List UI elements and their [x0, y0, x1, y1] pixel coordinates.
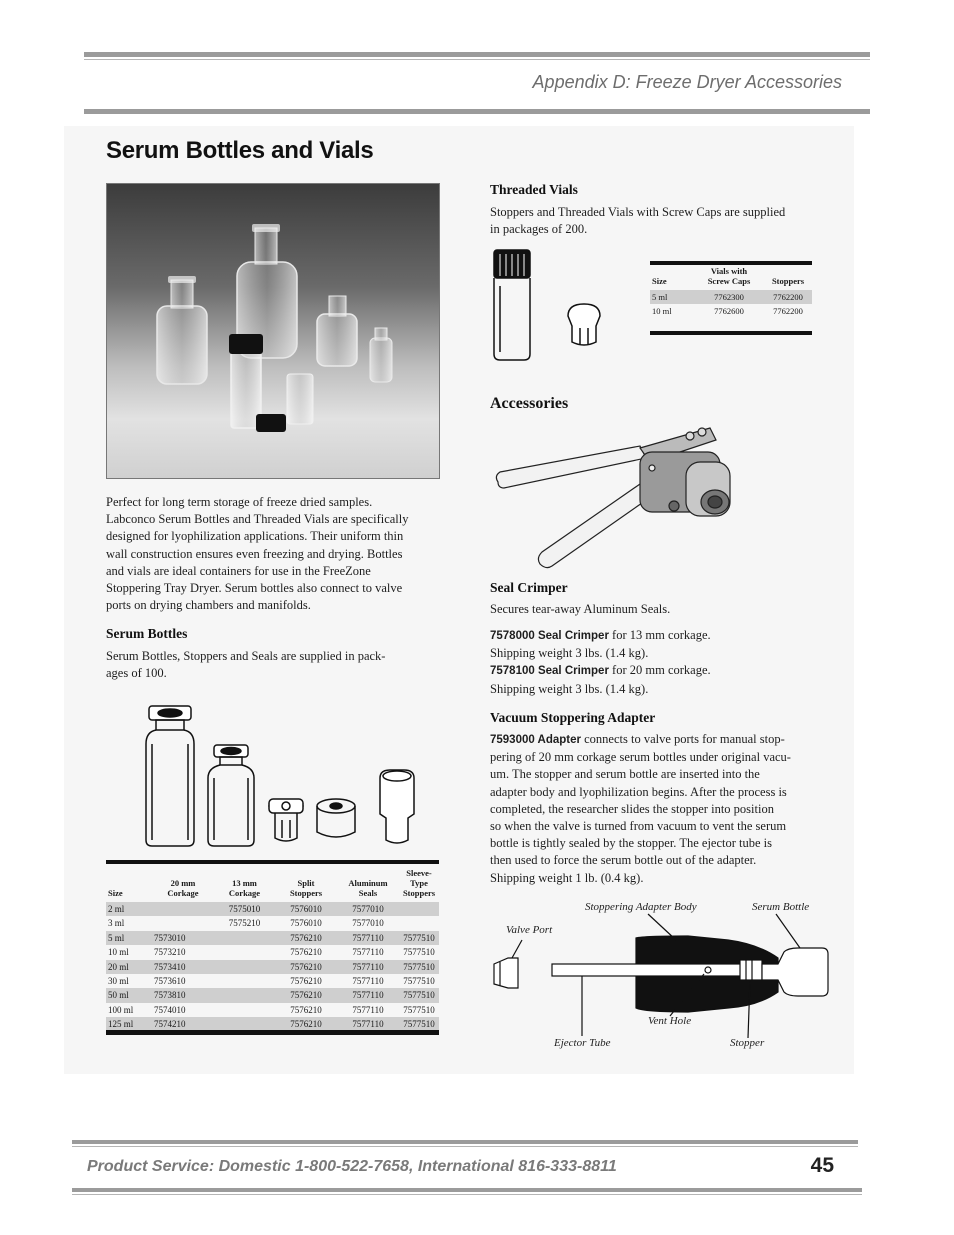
table-cell: 7577510 — [403, 976, 435, 987]
table-cell — [214, 974, 275, 988]
table-cell: 7575010 — [214, 902, 275, 916]
table-cell: 7577510 — [403, 1004, 435, 1015]
section-header: Appendix D: Freeze Dryer Accessories — [532, 72, 842, 92]
table-cell — [152, 916, 214, 930]
table-row — [106, 1003, 439, 1017]
serum-bottles-heading: Serum Bottles — [106, 626, 188, 641]
table-cell — [399, 916, 439, 930]
adapter-diagram — [488, 896, 838, 1066]
table-cell — [399, 902, 439, 916]
serum-table-rule-bottom — [106, 1030, 439, 1035]
threaded-vial-illustration — [488, 246, 608, 366]
table-cell: 30 ml — [108, 976, 129, 987]
table-row — [106, 902, 439, 916]
col-header: Split Stoppers — [289, 878, 323, 898]
seal-crimper-heading: Seal Crimper — [490, 580, 568, 595]
table-cell: 5 ml — [650, 290, 694, 304]
table-cell: 7577110 — [337, 988, 399, 1002]
threaded-vials-heading: Threaded Vials — [490, 182, 578, 197]
table-cell: 7577510 — [399, 960, 439, 974]
vial-table-rule-bottom — [650, 331, 812, 335]
table-cell: 7577510 — [403, 947, 435, 958]
table-cell — [214, 931, 275, 945]
page-title: Serum Bottles and Vials — [106, 137, 374, 164]
table-cell — [214, 1003, 275, 1017]
intro-line: Stoppering Tray Dryer. Serum bottles also connect to valve — [106, 581, 403, 596]
label-vent-hole: Vent Hole — [648, 1015, 692, 1027]
table-cell: 7577510 — [399, 931, 439, 945]
intro-line: Perfect for long term storage of freeze dried samples. — [106, 495, 373, 509]
table-row — [106, 945, 439, 959]
table-cell: 7577010 — [352, 918, 384, 929]
table-cell: 7577510 — [399, 988, 439, 1002]
serum-bottles-illustration — [140, 700, 430, 850]
table-cell: 7577110 — [337, 931, 399, 945]
table-cell: 7573010 — [152, 931, 214, 945]
table-cell: 7577110 — [337, 1017, 399, 1031]
table-cell: 2 ml — [106, 902, 152, 916]
table-cell: 7577510 — [399, 1017, 439, 1031]
product-code: 7593000 Adapter — [490, 734, 581, 746]
table-cell: 3 ml — [108, 918, 125, 929]
table-cell: 7577110 — [337, 960, 399, 974]
product-text: connects to valve ports for manual stop- — [581, 732, 785, 746]
table-cell: 7577010 — [337, 902, 399, 916]
col-header: 13 mm Corkage — [228, 878, 261, 898]
vacuum-adapter-heading: Vacuum Stoppering Adapter — [490, 710, 656, 725]
footer-rule-top-thin — [72, 1146, 858, 1147]
footer-rule-bottom — [72, 1188, 862, 1192]
adapter-line: completed, the researcher slides the stopper into position — [490, 801, 774, 816]
adapter-line: then used to force the serum bottle out of the adapter. — [490, 853, 757, 868]
table-cell: 7576210 — [290, 976, 322, 987]
threaded-vials-line: in packages of 200. — [490, 222, 588, 237]
threaded-vials-line: Stoppers and Threaded Vials with Screw Caps are supplied — [490, 205, 786, 219]
table-cell: 7762200 — [764, 290, 812, 304]
adapter-line: bottle is tightly sealed by the stopper. The ejector tube is — [490, 836, 773, 851]
table-cell: 7576210 — [290, 947, 322, 958]
table-cell: 10 ml — [652, 306, 672, 317]
table-cell: 7574010 — [154, 1004, 186, 1015]
serum-bottles-text — [106, 648, 446, 682]
intro-line: designed for lyophilization applications. Their uniform thin — [106, 529, 404, 544]
table-cell: 7573410 — [152, 960, 214, 974]
table-cell: 100 ml — [108, 1004, 134, 1015]
table-cell: 7573210 — [154, 947, 186, 958]
col-header: Vials with Screw Caps — [707, 266, 751, 286]
table-cell — [214, 945, 275, 959]
intro-line: wall construction ensures even freezing and drying. Bottles — [106, 546, 403, 561]
table-row — [650, 304, 812, 318]
table-cell: 7575210 — [228, 918, 261, 929]
adapter-line: adapter body and lyophilization begins. After the process is — [490, 784, 787, 799]
threaded-vials-table — [650, 266, 812, 319]
serum-bottles-table — [106, 868, 439, 1032]
table-cell: 7762300 — [694, 290, 764, 304]
table-cell: 7576210 — [290, 1004, 322, 1015]
page-number: 45 — [810, 1154, 834, 1177]
table-cell: 5 ml — [106, 931, 152, 945]
table-cell: 7762200 — [773, 306, 803, 317]
vacuum-adapter-text — [490, 731, 835, 887]
label-serum-bottle: Serum Bottle — [752, 901, 810, 913]
adapter-line: um. The stopper and serum bottle are inserted into the — [490, 767, 760, 782]
accessories-heading: Accessories — [490, 395, 569, 412]
table-cell: 7574210 — [152, 1017, 214, 1031]
intro-line: Labconco Serum Bottles and Threaded Vials are specifically — [106, 512, 409, 527]
serum-bottles-line: ages of 100. — [106, 666, 167, 681]
seal-crimper-details — [490, 627, 830, 698]
table-cell: 7577110 — [352, 947, 384, 958]
label-adapter-body: Stoppering Adapter Body — [585, 901, 697, 913]
table-row — [106, 916, 439, 930]
table-cell: 7573810 — [152, 988, 214, 1002]
table-row — [106, 988, 439, 1002]
header-rule-top-thin — [84, 59, 870, 60]
table-cell: 7576210 — [275, 960, 337, 974]
table-cell — [214, 960, 275, 974]
threaded-vials-text — [490, 204, 830, 238]
col-header: Stoppers — [771, 276, 805, 286]
table-row — [106, 974, 439, 988]
table-cell: 7576010 — [290, 918, 322, 929]
intro-line: and vials are ideal containers for use in the FreeZone — [106, 563, 371, 578]
table-cell: 20 ml — [106, 960, 152, 974]
product-text: for 20 mm corkage. — [608, 663, 711, 678]
table-row — [106, 931, 439, 945]
col-header: Sleeve-Type Stoppers — [402, 868, 436, 898]
adapter-line: Shipping weight 1 lb. (0.4 kg). — [490, 870, 644, 885]
table-cell: 7576010 — [275, 902, 337, 916]
table-cell — [214, 988, 275, 1002]
table-cell — [152, 902, 214, 916]
product-text: for 13 mm corkage. — [608, 628, 711, 642]
vial-table-rule-top — [650, 261, 812, 265]
table-cell: 7576210 — [275, 988, 337, 1002]
table-cell: 10 ml — [108, 947, 129, 958]
header-rule-bottom — [84, 109, 870, 114]
intro-line: ports on drying chambers and manifolds. — [106, 598, 311, 613]
footer-rule-top — [72, 1140, 858, 1144]
intro-paragraph — [106, 494, 446, 614]
table-cell: 7573610 — [154, 976, 186, 987]
product-code: 7578000 Seal Crimper — [490, 630, 609, 642]
table-cell: 7577110 — [352, 1004, 384, 1015]
label-valve-port: Valve Port — [506, 924, 553, 936]
seal-crimper-illustration — [490, 422, 750, 572]
shipping-weight: Shipping weight 3 lbs. (1.4 kg). — [490, 681, 649, 696]
label-stopper: Stopper — [730, 1037, 765, 1049]
adapter-line: so when the valve is turned from vacuum to vent the serum — [490, 819, 787, 834]
table-cell: 7576210 — [275, 1017, 337, 1031]
table-cell: 7762600 — [714, 306, 744, 317]
table-cell: 50 ml — [106, 988, 152, 1002]
seal-crimper-desc: Secures tear-away Aluminum Seals. — [490, 602, 671, 616]
col-header: Size — [652, 276, 667, 286]
footer-service-text: Product Service: Domestic 1-800-522-7658, International 816-333-8811 — [87, 1158, 617, 1175]
col-header: 20 mm Corkage — [167, 878, 199, 898]
serum-table-rule-top — [106, 860, 439, 864]
label-ejector-tube: Ejector Tube — [554, 1037, 611, 1049]
col-header: Size — [108, 888, 123, 898]
header-rule-top — [84, 52, 870, 57]
shipping-weight: Shipping weight 3 lbs. (1.4 kg). — [490, 646, 649, 661]
footer-rule-bottom-thin — [72, 1194, 862, 1195]
table-cell: 7577110 — [352, 976, 384, 987]
table-cell: 7576210 — [275, 931, 337, 945]
table-cell: 125 ml — [106, 1017, 152, 1031]
product-photo — [106, 183, 440, 479]
product-code: 7578100 Seal Crimper — [490, 665, 609, 678]
col-header: Aluminum Seals — [348, 878, 388, 898]
adapter-line: pering of 20 mm corkage serum bottles under original vacu- — [490, 750, 791, 765]
serum-bottles-line: Serum Bottles, Stoppers and Seals are supplied in pack- — [106, 649, 386, 663]
table-row — [106, 960, 439, 974]
table-row — [650, 290, 812, 304]
